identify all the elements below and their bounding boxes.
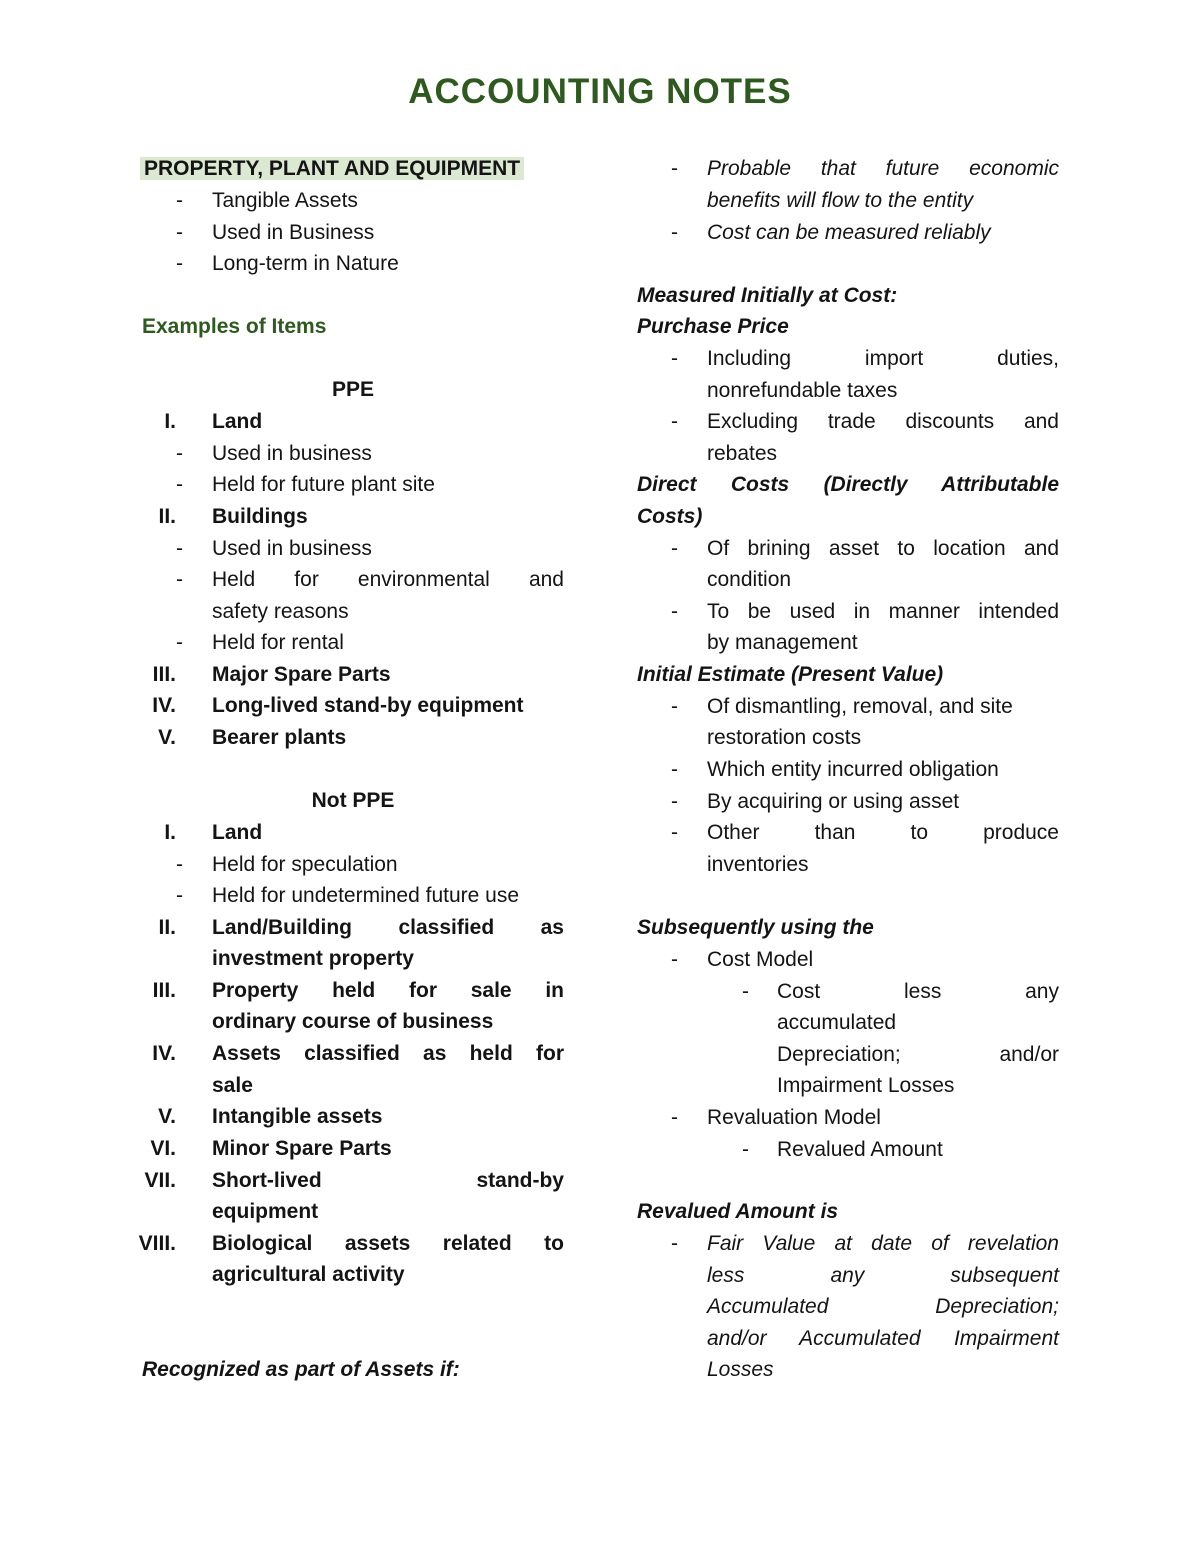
ppe-bullet: Tangible Assets	[212, 189, 358, 212]
purchase-bullet: Excluding trade discounts and	[707, 410, 1059, 433]
bullet-dash: -	[176, 853, 183, 876]
direct-bullet: condition	[707, 568, 792, 591]
not-ppe-item-line: equipment	[212, 1200, 319, 1223]
recognized-bullet: Cost can be measured reliably	[707, 221, 991, 244]
ppe-heading	[140, 157, 524, 181]
not-ppe-item-number: VI.	[150, 1137, 176, 1160]
revalued-bullet: Losses	[707, 1358, 774, 1381]
not-ppe-item-line: Land/Building classified as	[212, 916, 564, 939]
not-ppe-item-line: agricultural activity	[212, 1263, 405, 1286]
ppe-bullet: Long-term in Nature	[212, 252, 399, 275]
bullet-dash: -	[671, 695, 678, 718]
bullet-dash: -	[671, 758, 678, 781]
recognized-heading: Recognized as part of Assets if:	[142, 1358, 460, 1381]
ppe-item-label: Land	[212, 410, 263, 433]
bullet-dash: -	[176, 568, 183, 591]
initial-bullet: By acquiring or using asset	[707, 790, 960, 813]
revalued-bullet: less any subsequent	[707, 1264, 1059, 1287]
not-ppe-item-line: Property held for sale in	[212, 979, 564, 1002]
ppe-item-sub: Held for rental	[212, 631, 344, 654]
ppe-subheading: PPE	[331, 378, 375, 401]
subsequently-heading: Subsequently using the	[637, 916, 874, 939]
bullet-dash: -	[176, 631, 183, 654]
direct-bullet: by management	[707, 631, 858, 654]
ppe-item-number: V.	[158, 726, 176, 749]
not-ppe-item-number: III.	[152, 979, 176, 1002]
bullet-dash: -	[671, 790, 678, 813]
ppe-item-sub: Used in business	[212, 537, 372, 560]
bullet-dash: -	[671, 948, 678, 971]
revalued-bullet: and/or Accumulated Impairment	[707, 1327, 1059, 1350]
ppe-item-label: Long-lived stand-by equipment	[212, 694, 524, 717]
not-ppe-subheading: Not PPE	[311, 789, 395, 812]
bullet-dash: -	[176, 221, 183, 244]
measured-heading: Measured Initially at Cost:	[637, 284, 898, 307]
cost-model-sub: accumulated	[777, 1011, 897, 1034]
bullet-dash: -	[742, 980, 749, 1003]
not-ppe-item-line: investment property	[212, 947, 414, 970]
bullet-dash: -	[176, 252, 183, 275]
ppe-item-number: III.	[152, 663, 176, 686]
direct-bullet: To be used in manner intended	[707, 600, 1059, 623]
revalued-heading: Revalued Amount is	[637, 1200, 839, 1223]
bullet-dash: -	[671, 157, 678, 180]
ppe-item-number: IV.	[152, 694, 176, 717]
ppe-item-sub: Held for environmental and	[212, 568, 564, 591]
not-ppe-item-line: Intangible assets	[212, 1105, 383, 1128]
cost-model: Cost Model	[707, 948, 814, 971]
ppe-heading-text: PROPERTY, PLANT AND EQUIPMENT	[140, 157, 524, 180]
bullet-dash: -	[742, 1138, 749, 1161]
bullet-dash: -	[176, 189, 183, 212]
not-ppe-item-number: VII.	[144, 1169, 176, 1192]
bullet-dash: -	[671, 1106, 678, 1129]
ppe-bullet: Used in Business	[212, 221, 375, 244]
bullet-dash: -	[176, 884, 183, 907]
not-ppe-item-line: sale	[212, 1074, 253, 1097]
bullet-dash: -	[671, 1232, 678, 1255]
ppe-item-number: I.	[164, 410, 176, 433]
not-ppe-item-sub: Held for undetermined future use	[212, 884, 520, 907]
purchase-bullet: nonrefundable taxes	[707, 379, 898, 402]
not-ppe-item-number: V.	[158, 1105, 176, 1128]
initial-bullet: Of dismantling, removal, and site	[707, 695, 1013, 718]
purchase-bullet: rebates	[707, 442, 778, 465]
bullet-dash: -	[176, 442, 183, 465]
examples-heading: Examples of Items	[142, 315, 327, 338]
ppe-item-label: Buildings	[212, 505, 308, 528]
direct-costs-heading: Direct Costs (Directly Attributable	[637, 473, 1059, 496]
direct-bullet: Of brining asset to location and	[707, 537, 1059, 560]
bullet-dash: -	[176, 537, 183, 560]
initial-bullet: Which entity incurred obligation	[707, 758, 999, 781]
revalued-bullet: Accumulated Depreciation;	[707, 1295, 1059, 1318]
purchase-bullet: Including import duties,	[707, 347, 1059, 370]
not-ppe-item-line: Assets classified as held for	[212, 1042, 564, 1065]
bullet-dash: -	[671, 221, 678, 244]
revalued-bullet: Fair Value at date of revelation	[707, 1232, 1059, 1255]
bullet-dash: -	[671, 537, 678, 560]
bullet-dash: -	[176, 473, 183, 496]
bullet-dash: -	[671, 821, 678, 844]
ppe-item-label: Major Spare Parts	[212, 663, 391, 686]
not-ppe-item-line: Short-lived stand-by	[212, 1169, 564, 1192]
bullet-dash: -	[671, 600, 678, 623]
not-ppe-item-number: VIII.	[138, 1232, 176, 1255]
ppe-item-sub: safety reasons	[212, 600, 349, 623]
revaluation-model: Revaluation Model	[707, 1106, 881, 1129]
not-ppe-item-sub: Held for speculation	[212, 853, 398, 876]
initial-estimate-heading: Initial Estimate (Present Value)	[637, 663, 944, 686]
not-ppe-item-number: I.	[164, 821, 176, 844]
cost-model-sub: Cost less any	[777, 980, 1059, 1003]
initial-bullet: restoration costs	[707, 726, 862, 749]
not-ppe-item-line: Minor Spare Parts	[212, 1137, 392, 1160]
bullet-dash: -	[671, 410, 678, 433]
bullet-dash: -	[671, 347, 678, 370]
recognized-bullet: Probable that future economic	[707, 157, 1059, 180]
not-ppe-item-number: II.	[158, 916, 176, 939]
not-ppe-item-number: IV.	[152, 1042, 176, 1065]
ppe-item-sub: Used in business	[212, 442, 372, 465]
initial-bullet: Other than to produce	[707, 821, 1059, 844]
initial-bullet: inventories	[707, 853, 809, 876]
revaluation-sub: Revalued Amount	[777, 1138, 943, 1161]
not-ppe-item-label: Land	[212, 821, 263, 844]
not-ppe-item-line: Biological assets related to	[212, 1232, 564, 1255]
cost-model-sub: Depreciation; and/or	[777, 1043, 1059, 1066]
ppe-item-number: II.	[158, 505, 176, 528]
purchase-price-heading: Purchase Price	[637, 315, 789, 338]
cost-model-sub: Impairment Losses	[777, 1074, 955, 1097]
ppe-item-sub: Held for future plant site	[212, 473, 435, 496]
direct-costs-heading: Costs)	[637, 505, 703, 528]
recognized-bullet: benefits will flow to the entity	[707, 189, 974, 212]
page-title: ACCOUNTING NOTES	[408, 72, 792, 111]
ppe-item-label: Bearer plants	[212, 726, 347, 749]
not-ppe-item-line: ordinary course of business	[212, 1010, 494, 1033]
